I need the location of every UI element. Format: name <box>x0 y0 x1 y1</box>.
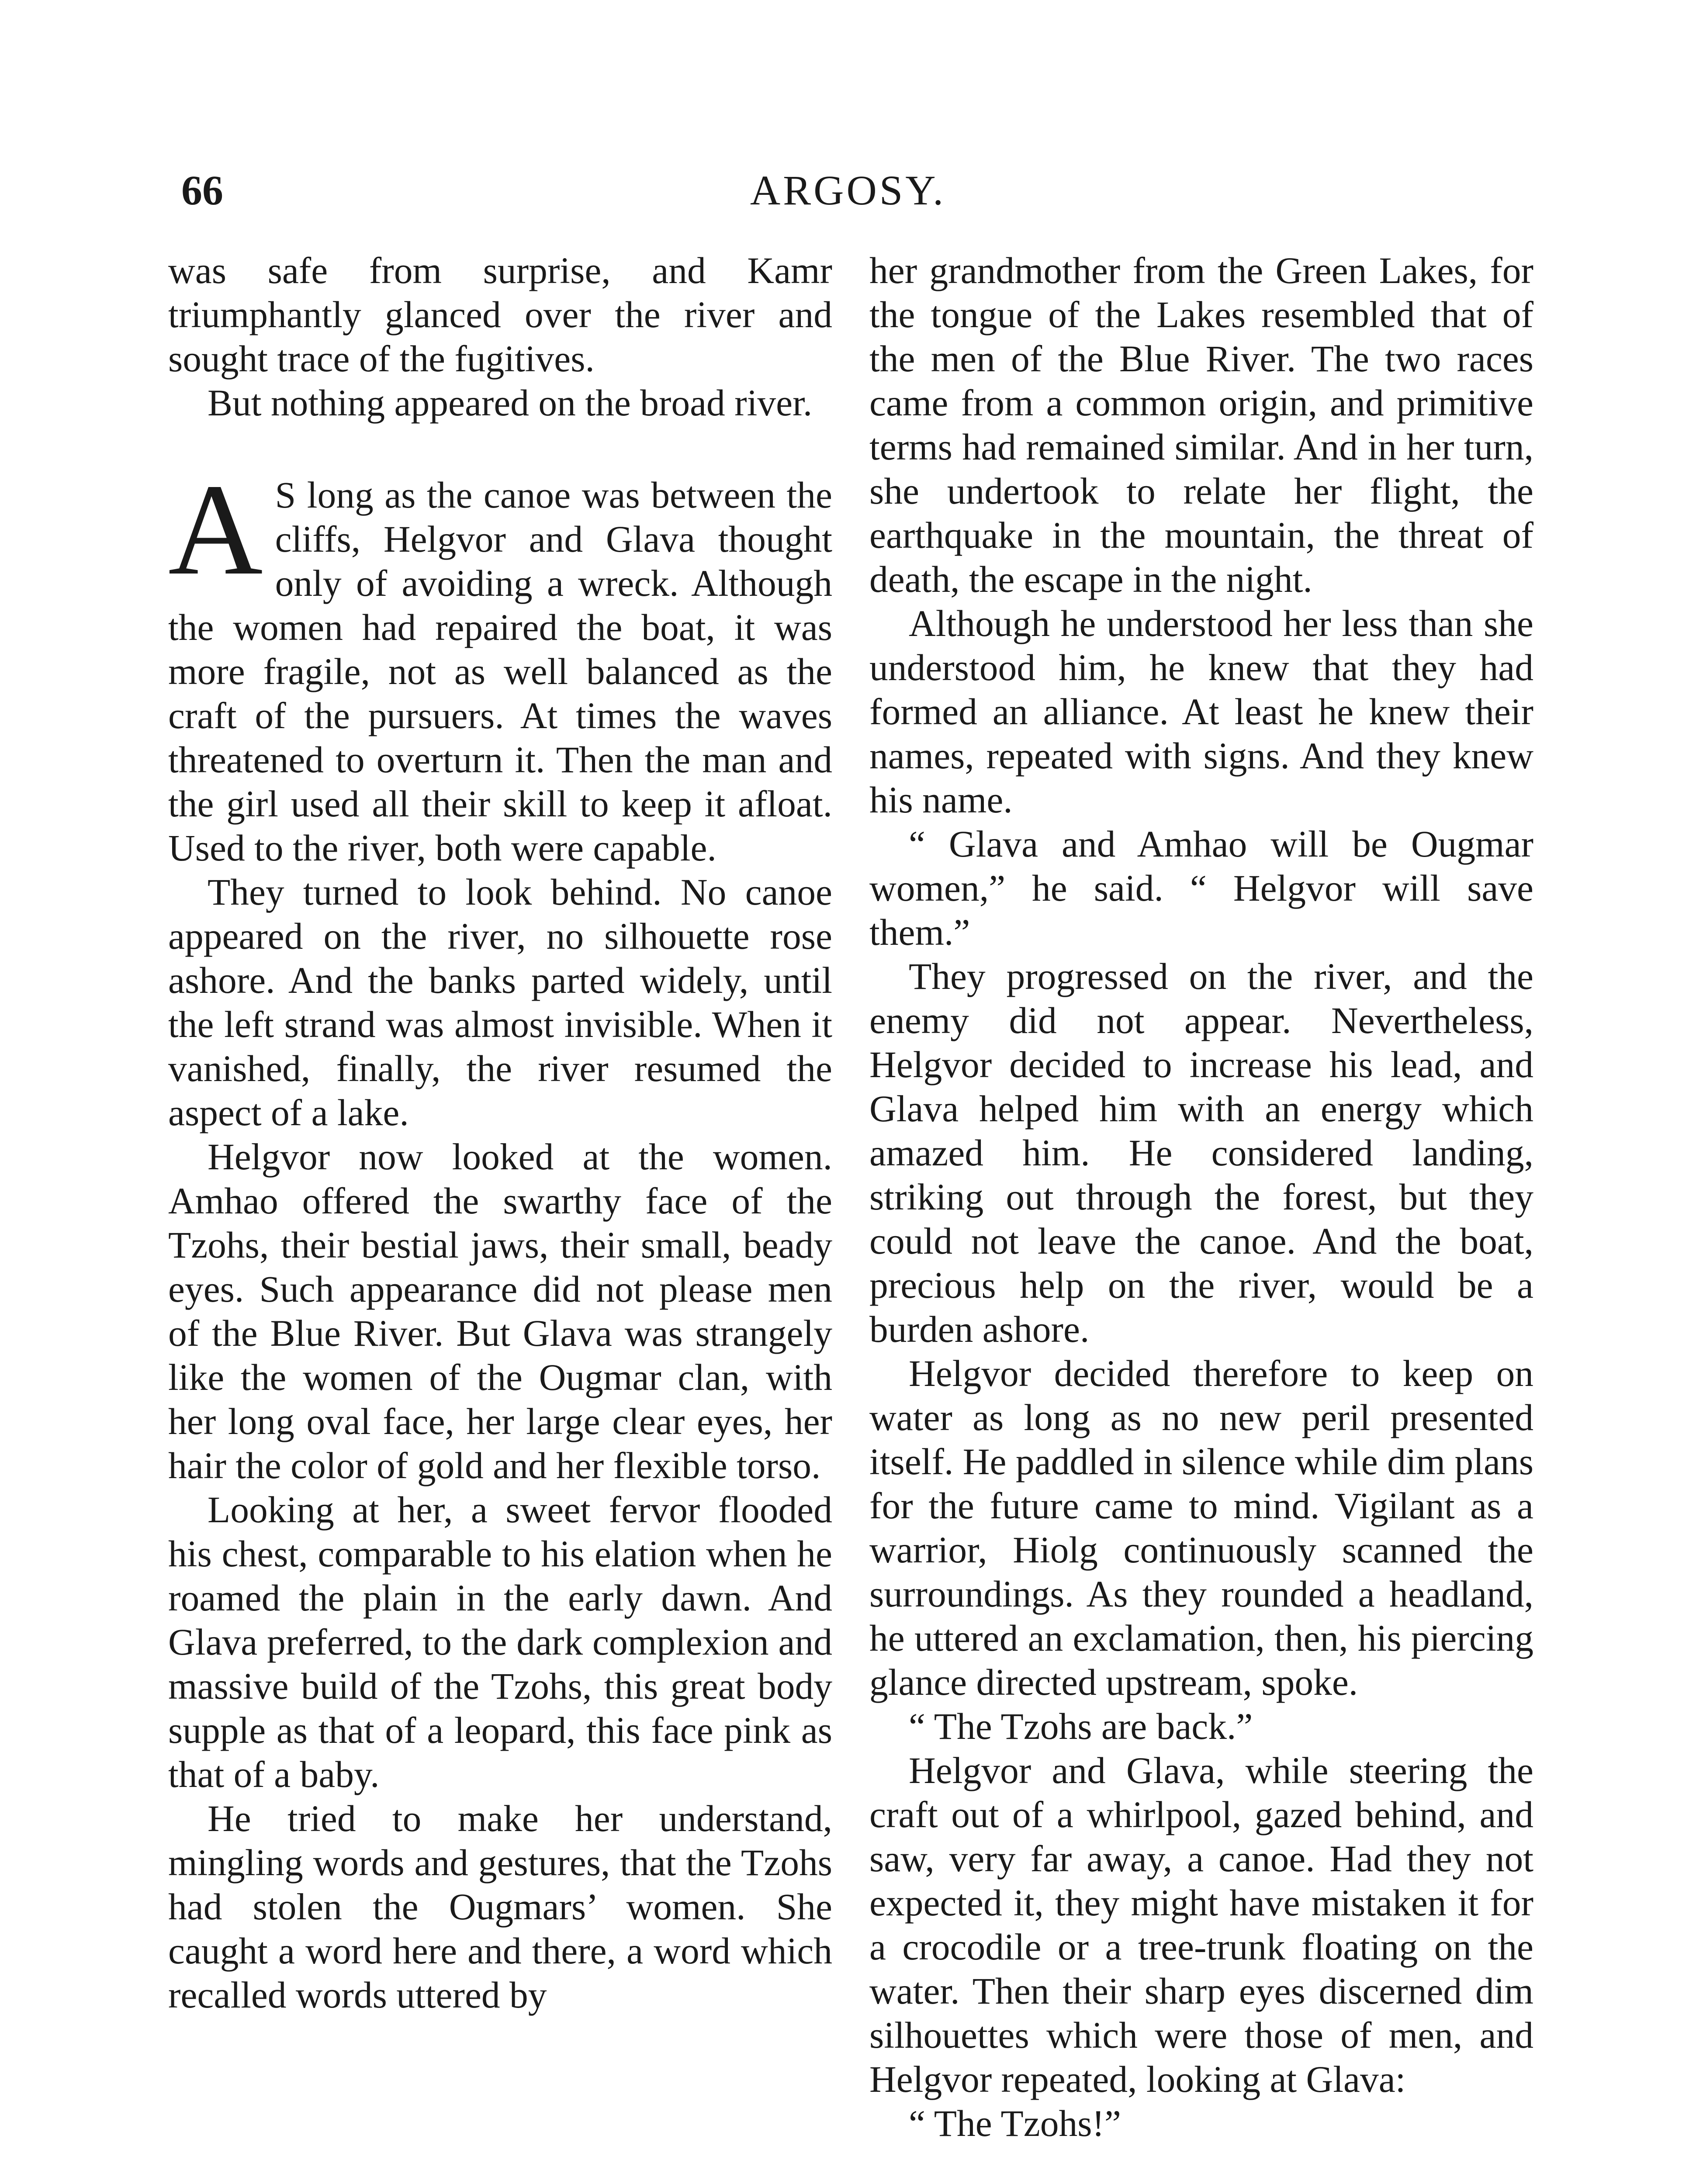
paragraph: Helgvor decided therefore to keep on water as long as no new peril presented itself. He paddled in silence while dim plans for the future came to mind. Vigilant as a warrior, Hiolg continuously scanned the surroundings. As they rounded a headland, he uttered an exclamation, then, his piercing glance directed upstream, spoke. <box>869 1353 1533 1703</box>
running-title: ARGOSY. <box>750 167 946 214</box>
paragraph: “ The Tzohs!” <box>909 2103 1121 2144</box>
dropcap-paragraph <box>168 457 832 871</box>
drop-cap: A <box>168 457 263 602</box>
paragraph: was safe from surprise, and Kamr triumphantly glanced over the river and sought trace of the fugitives. <box>168 250 832 380</box>
paragraph: They progressed on the river, and the enemy did not appear. Nevertheless, Helgvor decided to increase his lead, and Glava helped him with an energy which amazed him. He considered landing, striking out through the forest, but they could not leave the canoe. And the boat, precious help on the river, would be a burden ashore. <box>869 956 1533 1350</box>
paragraph: “ The Tzohs are back.” <box>909 1706 1253 1747</box>
paragraph: Looking at her, a sweet fervor flooded his chest, comparable to his elation when he roamed the plain in the early dawn. And Glava preferred, to the dark complexion and massive build of the Tzohs, this great body supple as that of a leopard, this face pink as that of a baby. <box>168 1489 832 1795</box>
paragraph: But nothing appeared on the broad river. <box>208 383 813 424</box>
paragraph: He tried to make her understand, mingling words and gestures, that the Tzohs had stolen the Ougmars’ women. She caught a word here and there, a word which recalled words uttered by <box>168 1798 832 2016</box>
paragraph-text: S long as the canoe was between the cliffs, Helgvor and Glava thought only of avoiding a wreck. Although the women had repaired the boat, it was more fragile, not as well balanced as the craft of the pursuers. At times the waves threatened to overturn it. Then the man and the girl used all their skill to keep it afloat. Used to the river, both were capable. <box>168 475 832 869</box>
paragraph: Although he understood her less than she understood him, he knew that they had formed an alliance. At least he knew their names, repeated with signs. And they knew his name. <box>869 603 1533 821</box>
paragraph: her grandmother from the Green Lakes, for the tongue of the Lakes resembled that of the men of the Blue River. The two races came from a common origin, and primitive terms had remained similar. And in her turn, she undertook to relate her flight, the earthquake in the mountain, the threat of death, the escape in the night. <box>869 250 1533 600</box>
page-number: 66 <box>181 167 223 214</box>
paragraph: They turned to look behind. No canoe appeared on the river, no silhouette rose ashore. And the banks parted widely, until the left strand was almost invisible. When it vanished, finally, the river resumed the aspect of a lake. <box>168 872 832 1133</box>
left-column <box>168 249 832 2018</box>
right-column <box>869 249 1533 2146</box>
paragraph: “ Glava and Amhao will be Ougmar women,” he said. “ Helgvor will save them.” <box>869 824 1533 953</box>
paragraph: Helgvor now looked at the women. Amhao offered the swarthy face of the Tzohs, their bestial jaws, their small, beady eyes. Such appearance did not please men of the Blue River. But Glava was strangely like the women of the Ougmar clan, with her long oval face, her large clear eyes, her hair the color of gold and her flexible torso. <box>168 1137 832 1486</box>
page-header <box>0 166 1696 227</box>
paragraph: Helgvor and Glava, while steering the craft out of a whirlpool, gazed behind, and saw, very far away, a canoe. Had they not expected it, they might have mistaken it for a crocodile or a tree-trunk floating on the water. Then their sharp eyes discerned dim silhouettes which were those of men, and Helgvor repeated, looking at Glava: <box>869 1750 1533 2100</box>
section-break <box>168 425 832 473</box>
